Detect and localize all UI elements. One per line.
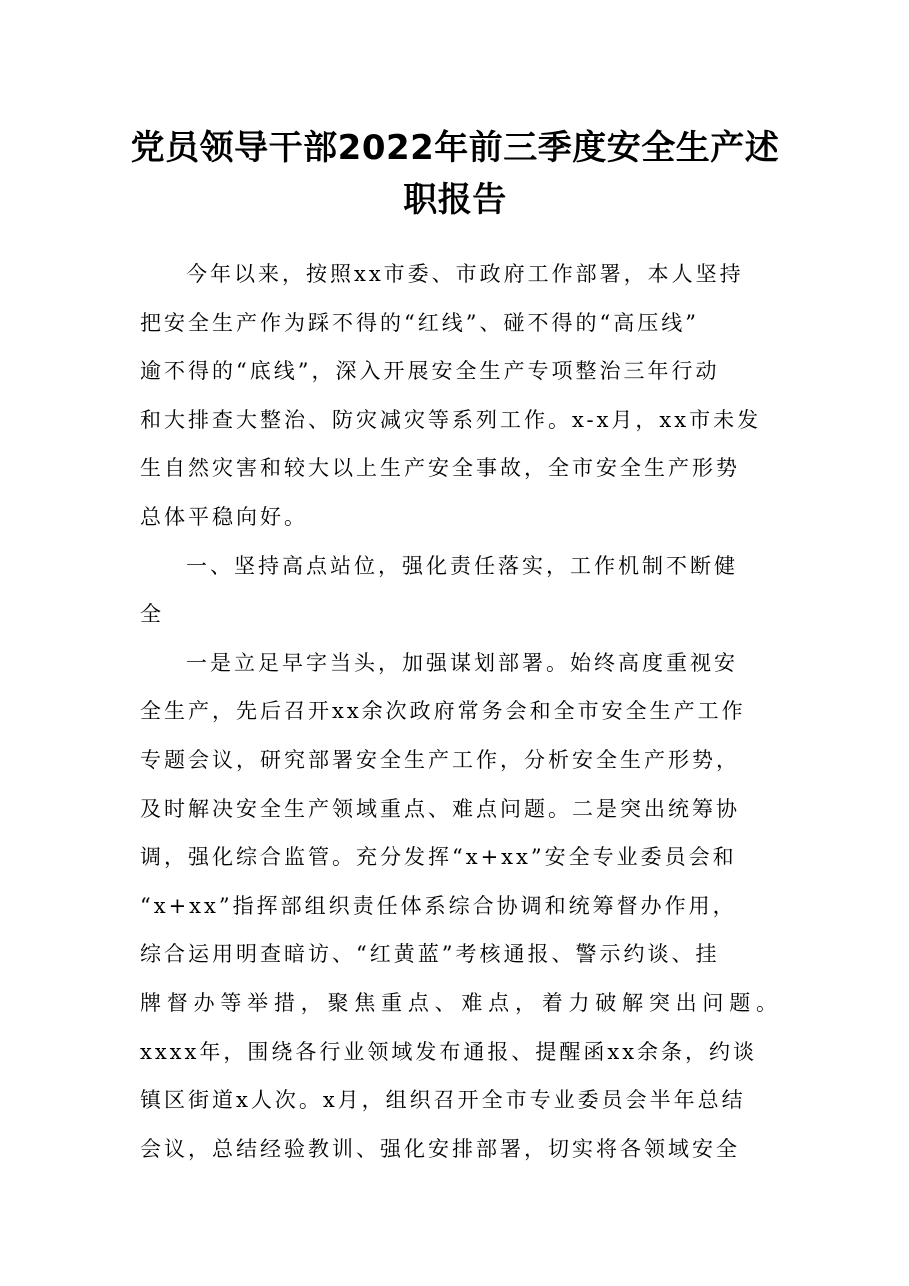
section-heading-line: 一、坚持高点站位，强化责任落实，工作机制不断健: [186, 553, 738, 578]
paragraph-intro-line: 逾不得的“底线”，深入开展安全生产专项整治三年行动: [140, 359, 720, 384]
paragraph-body-line: 一是立足早字当头，加强谋划部署。始终高度重视安: [186, 650, 738, 675]
paragraph-body-line: 专题会议，研究部署安全生产工作，分析安全生产形势，: [140, 747, 740, 772]
document-title: [130, 122, 780, 226]
paragraph-intro-line: 生自然灾害和较大以上生产安全事故，全市安全生产形势: [140, 456, 740, 481]
paragraph-intro-line: 总体平稳向好。: [140, 504, 308, 529]
paragraph-body-line: 及时解决安全生产领域重点、难点问题。二是突出统筹协: [140, 796, 740, 821]
paragraph-body-line: xxxx年，围绕各行业领域发布通报、提醒函xx余条，约谈: [140, 1039, 758, 1064]
paragraph-body-line: 牌督办等举措，聚焦重点、难点，着力破解突出问题。: [140, 990, 780, 1015]
paragraph-body-line: “x+xx”指挥部组织责任体系综合协调和统筹督办作用，: [140, 893, 737, 918]
paragraph-intro-line: 和大排查大整治、防灾减灾等系列工作。x-x月，xx市未发: [140, 407, 762, 432]
document-body: [140, 250, 780, 1173]
paragraph-body-line: 综合运用明查暗访、“红黄蓝”考核通报、警示约谈、挂: [140, 942, 720, 967]
paragraph-body-line: 会议，总结经验教训、强化安排部署，切实将各领域安全: [140, 1136, 740, 1161]
paragraph-intro-line: 今年以来，按照xx市委、市政府工作部署，本人坚持: [186, 262, 744, 286]
title-line-1: 党员领导干部2022年前三季度安全生产述: [130, 128, 780, 168]
title-line-2: 职报告: [403, 180, 507, 220]
paragraph-intro-line: 把安全生产作为踩不得的“红线”、碰不得的“高压线”: [140, 310, 699, 335]
section-heading-line: 全: [140, 602, 164, 627]
paragraph-body-line: 调，强化综合监管。充分发挥“x+xx”安全专业委员会和: [140, 845, 737, 870]
paragraph-body-line: 全生产，先后召开xx余次政府常务会和全市安全生产工作: [140, 699, 746, 724]
paragraph-body-line: 镇区街道x人次。x月，组织召开全市专业委员会半年总结: [140, 1088, 746, 1113]
